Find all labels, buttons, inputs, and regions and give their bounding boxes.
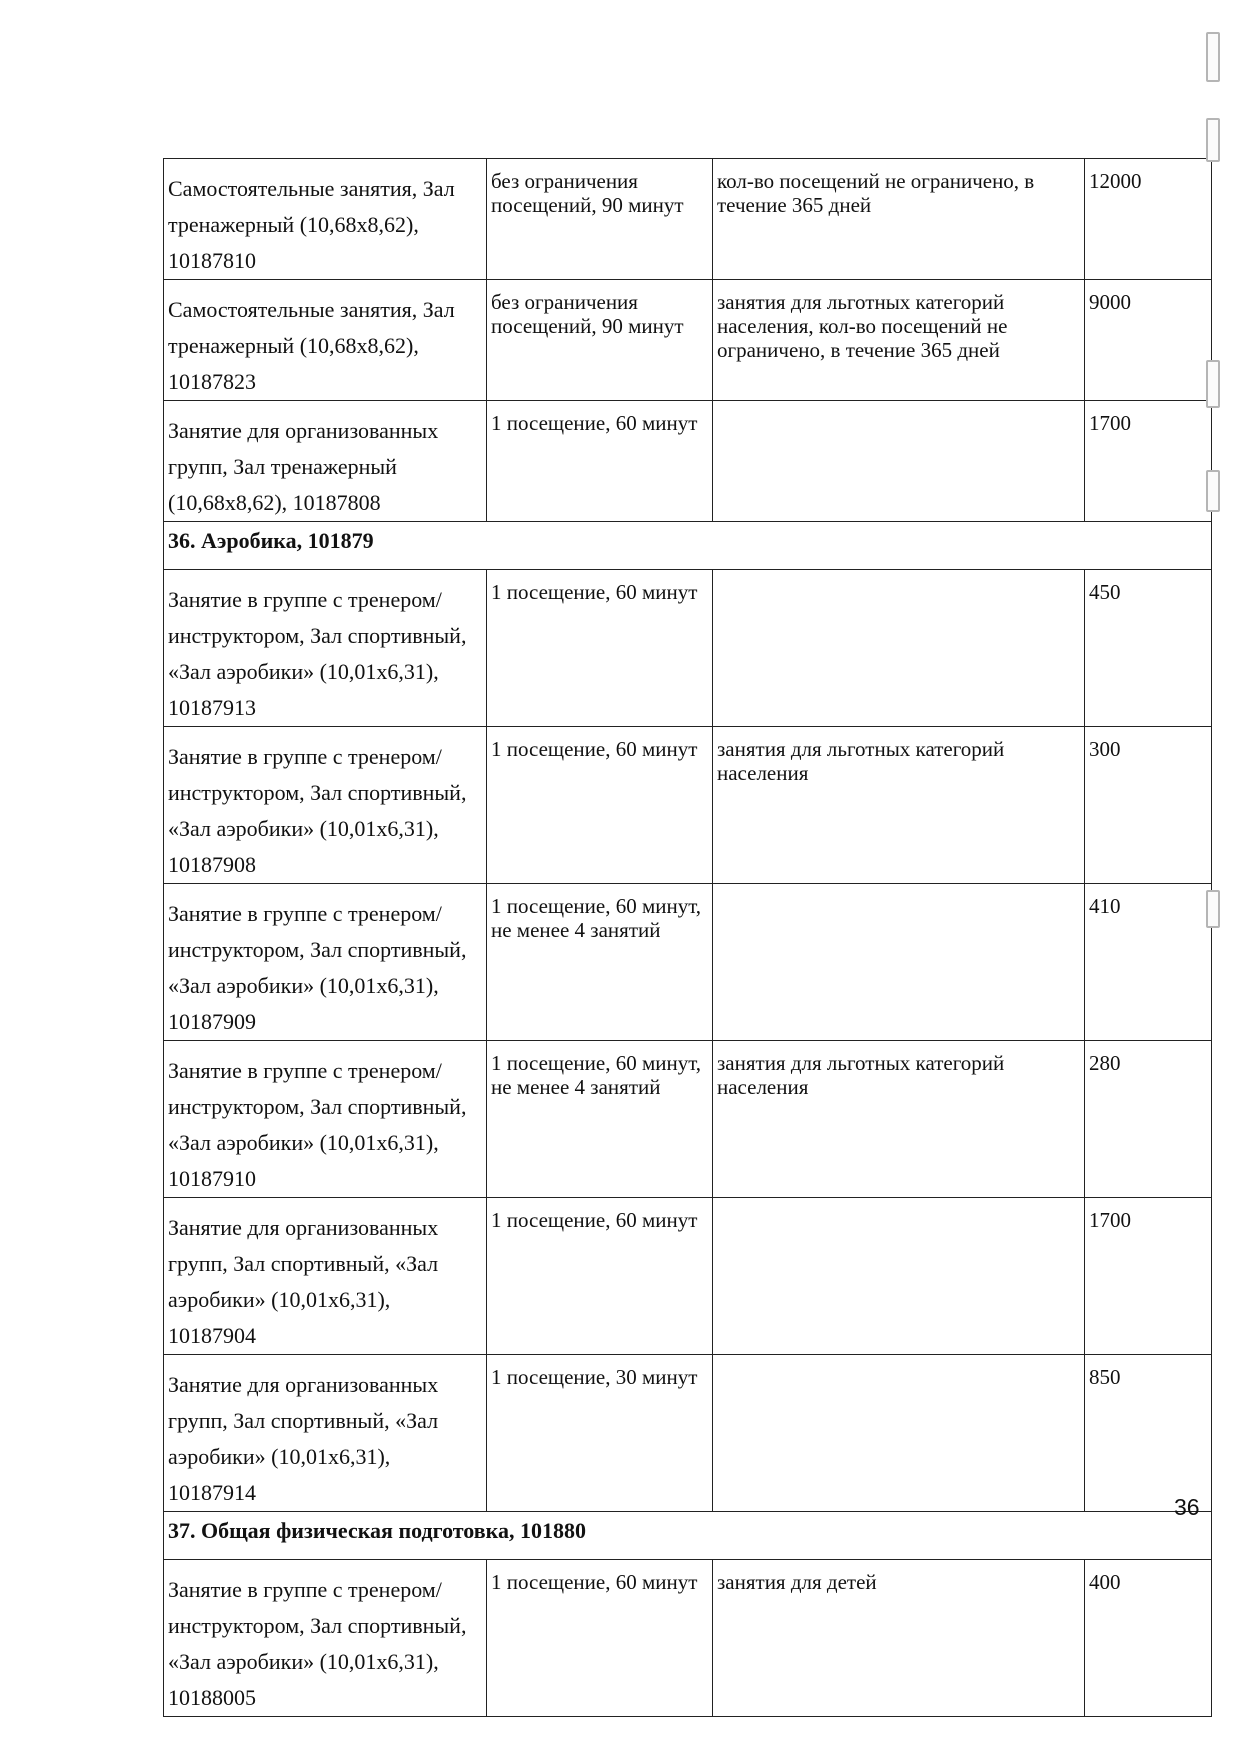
note-text	[713, 1198, 1084, 1208]
service-name: Занятие для организованных групп, Зал спортивный, «Зал аэробики» (10,01х6,31), 10187914	[168, 1372, 439, 1505]
price-value: 400	[1089, 1570, 1121, 1594]
price-value: 12000	[1089, 169, 1142, 193]
table-row	[164, 1560, 1212, 1717]
service-name: Занятие для организованных групп, Зал спортивный, «Зал аэробики» (10,01х6,31), 10187904	[168, 1215, 439, 1348]
note-cell	[713, 401, 1085, 522]
price-value: 280	[1089, 1051, 1121, 1075]
note-text: занятия для детей	[717, 1570, 877, 1594]
service-name-cell	[164, 1560, 487, 1717]
price-cell	[1085, 570, 1212, 727]
note-text	[713, 884, 1084, 894]
table-row	[164, 884, 1212, 1041]
price-cell	[1085, 727, 1212, 884]
table-row	[164, 1198, 1212, 1355]
duration-cell	[487, 1355, 713, 1512]
price-cell	[1085, 1560, 1212, 1717]
price-cell	[1085, 280, 1212, 401]
table-row	[164, 159, 1212, 280]
price-value: 300	[1089, 737, 1121, 761]
table-row	[164, 1041, 1212, 1198]
note-cell	[713, 1560, 1085, 1717]
service-name: Занятие в группе с тренером/инструктором, Зал спортивный, «Зал аэробики» (10,01х6,31), 10187910	[168, 1058, 467, 1191]
note-text: занятия для льготных категорий населения, кол-во посещений не ограничено, в течение 365 дней	[717, 290, 1008, 362]
note-cell	[713, 159, 1085, 280]
price-value: 1700	[1089, 411, 1131, 435]
service-name: Самостоятельные занятия, Зал тренажерный (10,68х8,62), 10187823	[168, 297, 455, 394]
note-cell	[713, 1041, 1085, 1198]
duration-text: без ограничения посещений, 90 минут	[491, 169, 684, 217]
duration-cell	[487, 1560, 713, 1717]
duration-cell	[487, 727, 713, 884]
duration-cell	[487, 884, 713, 1041]
price-list-sheet	[163, 158, 1211, 1717]
price-value: 1700	[1089, 1208, 1131, 1232]
price-value: 450	[1089, 580, 1121, 604]
table-row	[164, 727, 1212, 884]
duration-cell	[487, 1198, 713, 1355]
scan-edge-mark	[1206, 360, 1220, 408]
duration-text: 1 посещение, 60 минут	[491, 1208, 698, 1232]
duration-cell	[487, 1041, 713, 1198]
price-value: 850	[1089, 1365, 1121, 1389]
table-row	[164, 401, 1212, 522]
note-cell	[713, 280, 1085, 401]
price-cell	[1085, 1041, 1212, 1198]
note-text	[713, 1355, 1084, 1365]
section-title: 36. Аэробика, 101879	[168, 528, 374, 553]
price-table-body	[164, 159, 1212, 1717]
duration-cell	[487, 570, 713, 727]
price-cell	[1085, 884, 1212, 1041]
section-header-row	[164, 1512, 1212, 1560]
service-name: Занятие для организованных групп, Зал тренажерный (10,68х8,62), 10187808	[168, 418, 439, 515]
service-name: Самостоятельные занятия, Зал тренажерный (10,68х8,62), 10187810	[168, 176, 455, 273]
scan-edge-mark	[1206, 890, 1220, 928]
scan-edge-mark	[1206, 32, 1220, 82]
table-row	[164, 1355, 1212, 1512]
section-header-cell	[164, 522, 1212, 570]
note-text	[713, 401, 1084, 411]
price-cell	[1085, 1198, 1212, 1355]
service-name: Занятие в группе с тренером/инструктором, Зал спортивный, «Зал аэробики» (10,01х6,31), 10187913	[168, 587, 467, 720]
duration-text: 1 посещение, 30 минут	[491, 1365, 698, 1389]
service-name-cell	[164, 1198, 487, 1355]
note-text: занятия для льготных категорий населения	[717, 1051, 1005, 1099]
duration-text: 1 посещение, 60 минут	[491, 1570, 698, 1594]
note-cell	[713, 884, 1085, 1041]
duration-cell	[487, 401, 713, 522]
duration-text: 1 посещение, 60 минут, не менее 4 занятий	[491, 894, 702, 942]
price-table	[163, 158, 1212, 1717]
duration-cell	[487, 280, 713, 401]
service-name: Занятие в группе с тренером/инструктором, Зал спортивный, «Зал аэробики» (10,01х6,31), 10187909	[168, 901, 467, 1034]
page-number: 36	[1174, 1494, 1200, 1520]
scan-edge-mark	[1206, 470, 1220, 512]
duration-cell	[487, 159, 713, 280]
section-header-cell	[164, 1512, 1212, 1560]
price-value: 410	[1089, 894, 1121, 918]
service-name-cell	[164, 570, 487, 727]
service-name-cell	[164, 280, 487, 401]
note-text: занятия для льготных категорий населения	[717, 737, 1005, 785]
service-name-cell	[164, 1355, 487, 1512]
note-text	[713, 570, 1084, 580]
table-row	[164, 570, 1212, 727]
duration-text: без ограничения посещений, 90 минут	[491, 290, 684, 338]
service-name-cell	[164, 159, 487, 280]
service-name-cell	[164, 401, 487, 522]
service-name-cell	[164, 727, 487, 884]
service-name: Занятие в группе с тренером/инструктором, Зал спортивный, «Зал аэробики» (10,01х6,31), 10187908	[168, 744, 467, 877]
duration-text: 1 посещение, 60 минут	[491, 580, 698, 604]
service-name: Занятие в группе с тренером/инструктором, Зал спортивный, «Зал аэробики» (10,01х6,31), 10188005	[168, 1577, 467, 1710]
note-cell	[713, 1355, 1085, 1512]
price-cell	[1085, 1355, 1212, 1512]
scan-edge-marks	[1206, 30, 1228, 1730]
section-header-row	[164, 522, 1212, 570]
table-row	[164, 280, 1212, 401]
duration-text: 1 посещение, 60 минут	[491, 411, 698, 435]
section-title: 37. Общая физическая подготовка, 101880	[168, 1518, 586, 1543]
service-name-cell	[164, 884, 487, 1041]
note-cell	[713, 570, 1085, 727]
note-cell	[713, 1198, 1085, 1355]
duration-text: 1 посещение, 60 минут	[491, 737, 698, 761]
scan-edge-mark	[1206, 118, 1220, 162]
price-value: 9000	[1089, 290, 1131, 314]
note-text: кол-во посещений не ограничено, в течение 365 дней	[717, 169, 1035, 217]
duration-text: 1 посещение, 60 минут, не менее 4 занятий	[491, 1051, 702, 1099]
note-cell	[713, 727, 1085, 884]
price-cell	[1085, 401, 1212, 522]
service-name-cell	[164, 1041, 487, 1198]
price-cell	[1085, 159, 1212, 280]
